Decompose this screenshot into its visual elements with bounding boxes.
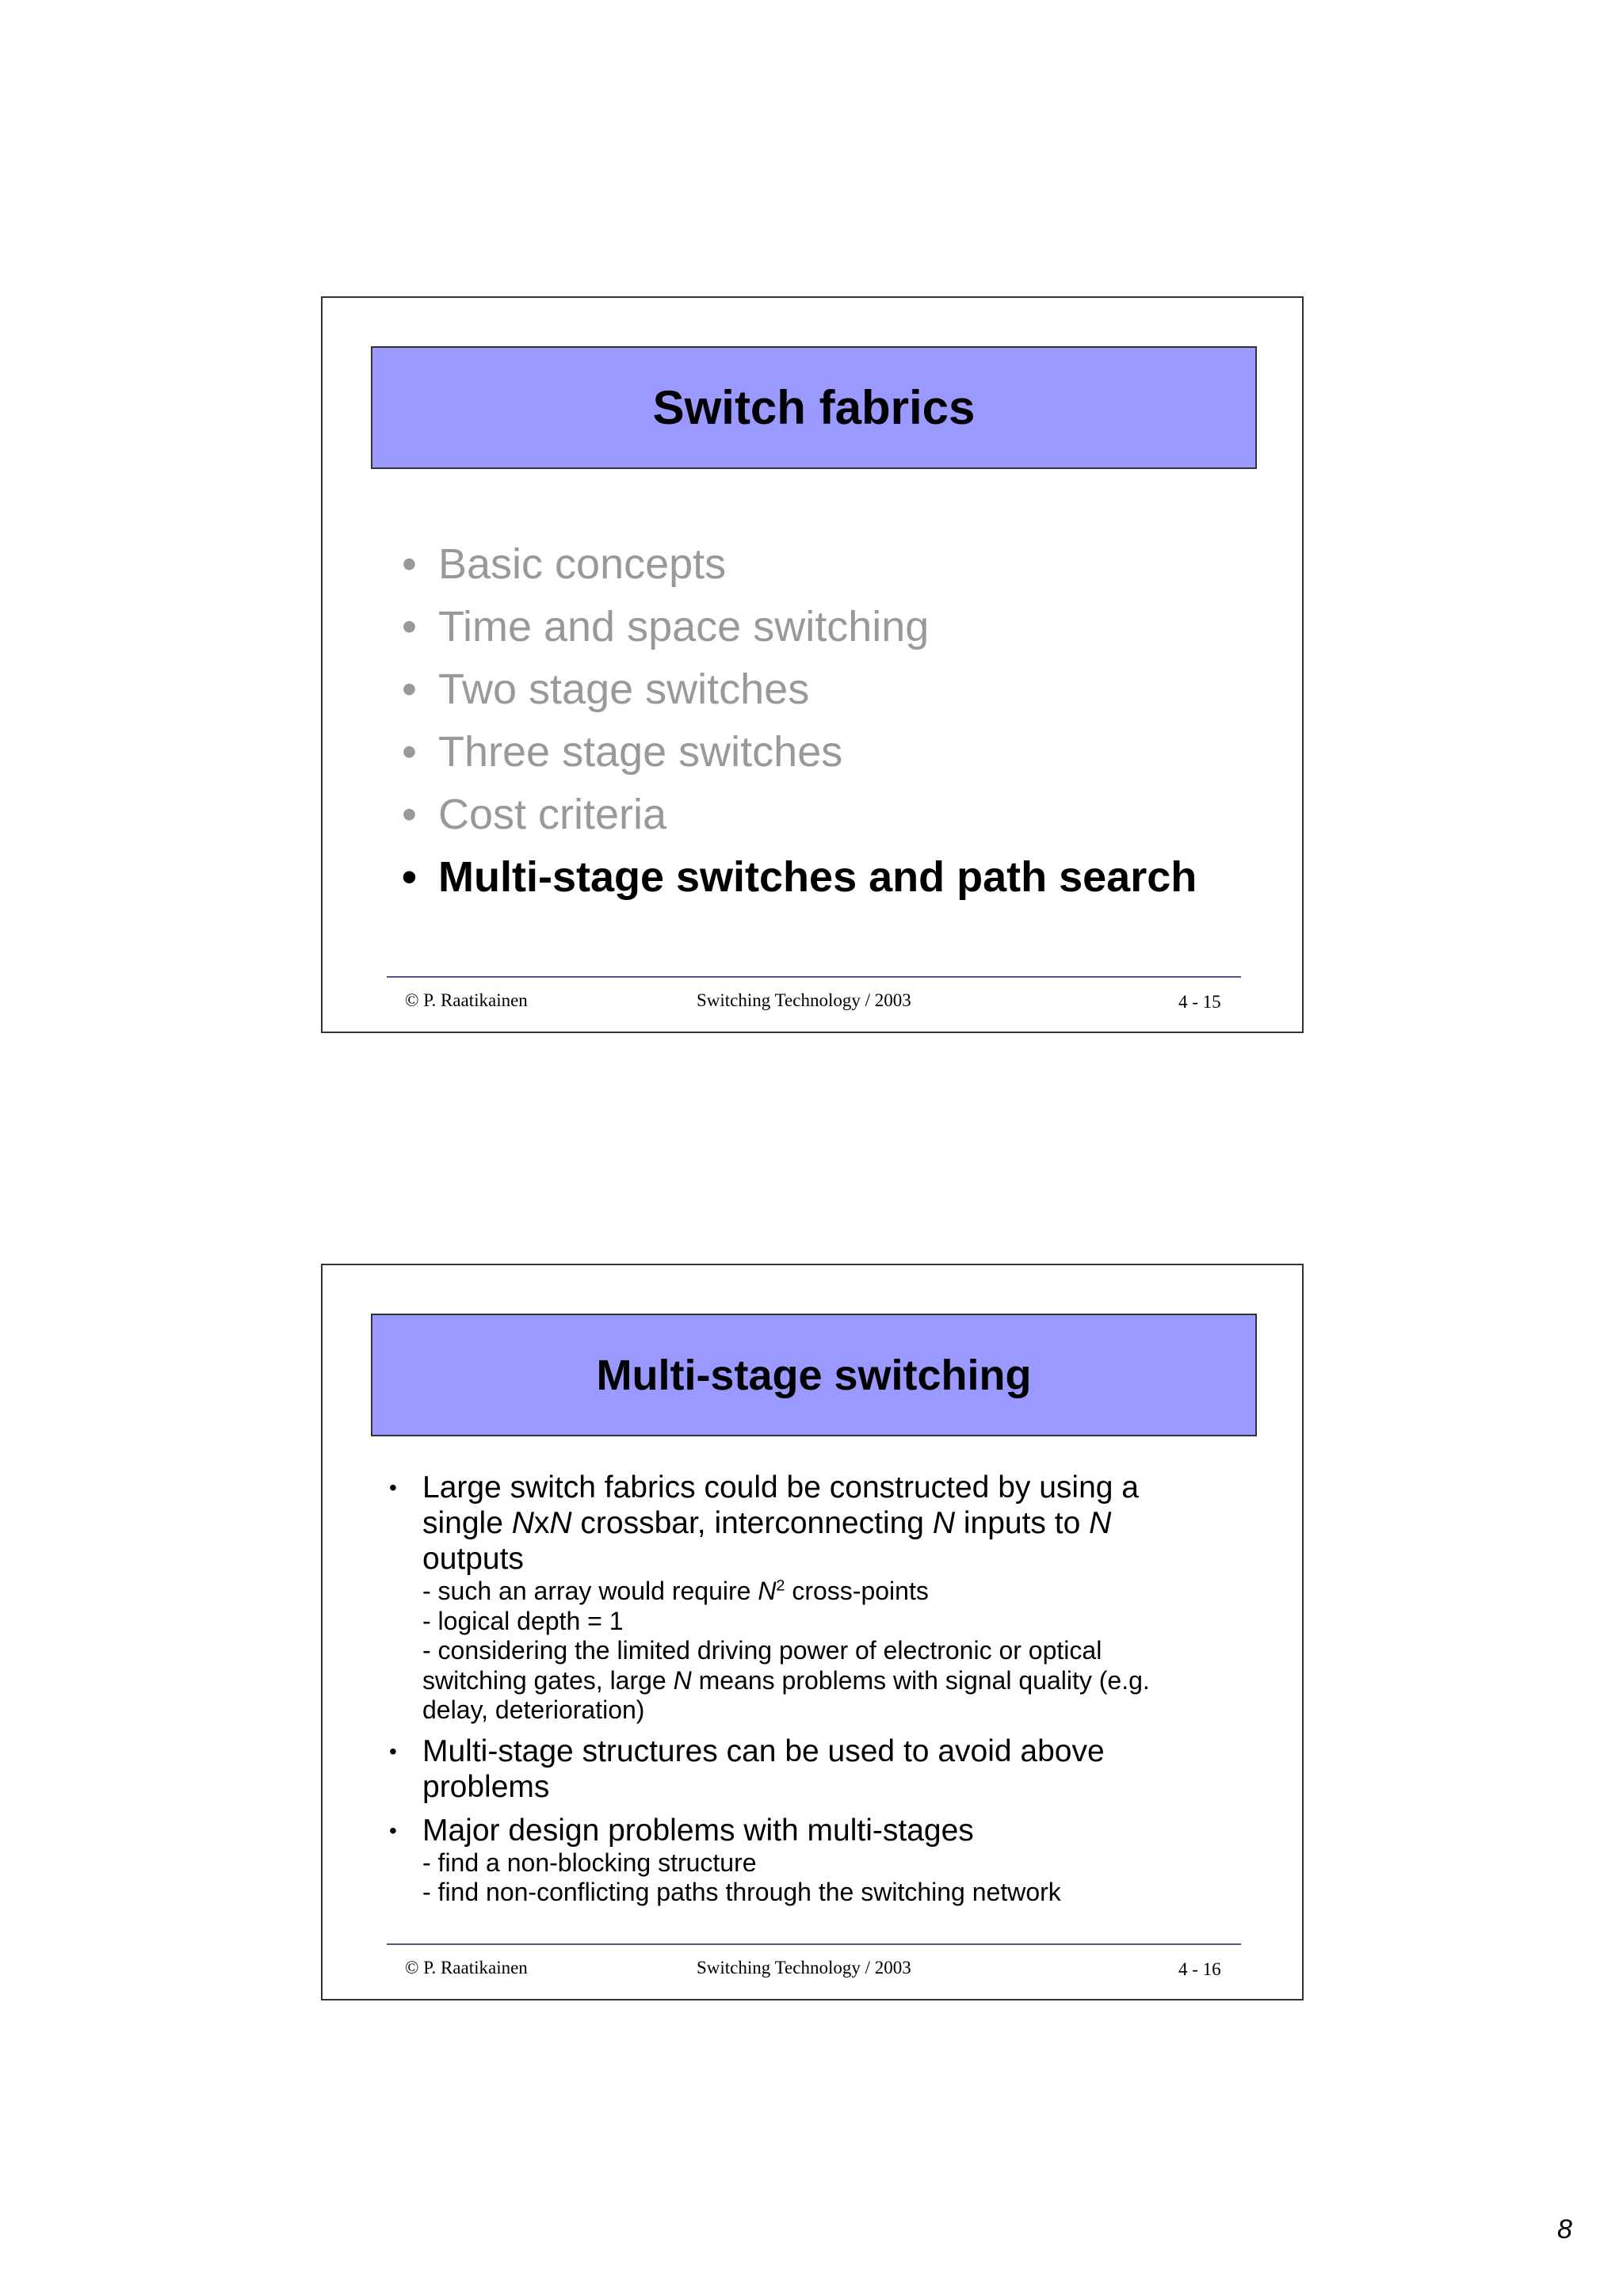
bullet-text: Multi-stage structures can be used to avoid above <box>422 1733 1105 1768</box>
text-run: switching gates, large <box>422 1665 674 1695</box>
text-run: - such an array would require <box>422 1577 758 1605</box>
superscript: 2 <box>776 1577 785 1595</box>
topic-item <box>402 658 1197 721</box>
text-run: x <box>533 1506 550 1540</box>
topic-text: Three stage switches <box>438 728 843 776</box>
math-var: N <box>1089 1506 1112 1540</box>
bullet-text: Large switch fabrics could be constructed by using a <box>422 1470 1139 1505</box>
topic-item <box>402 721 1197 784</box>
sub-point: - logical depth = 1 <box>422 1606 624 1635</box>
bullet-point <box>386 1733 1258 1805</box>
sub-point: - find non-conflicting paths through the switching network <box>422 1878 1061 1906</box>
topic-text: Time and space switching <box>438 603 930 650</box>
footer-course: Switching Technology / 2003 <box>697 1958 911 1978</box>
topic-text: Cost criteria <box>438 791 667 838</box>
footer-author: © P. Raatikainen <box>405 1958 528 1978</box>
slide-title-box <box>371 1314 1257 1436</box>
bullet-point <box>386 1470 1258 1577</box>
slide-4-15 <box>321 296 1304 1033</box>
sub-point: - find a non-blocking structure <box>422 1848 757 1877</box>
text-run: inputs to <box>955 1506 1090 1540</box>
text-run: single <box>422 1506 512 1540</box>
sub-point <box>386 1577 1258 1607</box>
topic-item-current <box>402 846 1197 909</box>
sub-point-cont: delay, deterioration) <box>422 1695 645 1724</box>
footer-slide-number: 4 - 16 <box>1178 1959 1221 1979</box>
topic-text: Two stage switches <box>438 666 810 713</box>
footer-divider <box>387 1943 1241 1945</box>
bullet-icon: • <box>402 791 417 838</box>
slide-title: Switch fabrics <box>652 381 976 434</box>
sub-point-cont <box>386 1666 1258 1696</box>
bullet-icon: • <box>402 666 417 713</box>
topic-item <box>402 533 1197 596</box>
bullet-icon: • <box>402 728 417 776</box>
bullet-text <box>422 1505 1258 1541</box>
bullet-point <box>386 1813 1258 1848</box>
math-var: N <box>549 1506 572 1540</box>
slide-title: Multi-stage switching <box>596 1351 1032 1399</box>
footer-author: © P. Raatikainen <box>405 990 528 1010</box>
math-var: N <box>932 1506 955 1540</box>
bullet-text: outputs <box>422 1542 524 1576</box>
bullet-icon: • <box>389 1738 397 1764</box>
topic-list <box>402 533 1197 909</box>
footer-course: Switching Technology / 2003 <box>697 990 911 1010</box>
topic-text: Basic concepts <box>438 540 727 588</box>
slide-body <box>386 1470 1258 1908</box>
footer-divider <box>387 976 1241 978</box>
footer-slide-number: 4 - 15 <box>1178 992 1221 1012</box>
slide-title-box <box>371 346 1257 469</box>
bullet-icon: • <box>402 853 417 901</box>
text-run: crossbar, interconnecting <box>571 1506 933 1540</box>
text-run: means problems with signal quality (e.g. <box>691 1665 1150 1695</box>
bullet-text: problems <box>422 1769 550 1804</box>
topic-item <box>402 596 1197 658</box>
page-number: 8 <box>1557 2214 1572 2245</box>
bullet-text: Major design problems with multi-stages <box>422 1813 974 1848</box>
bullet-icon: • <box>389 1817 397 1843</box>
bullet-icon: • <box>389 1475 397 1500</box>
text-run: cross-points <box>785 1577 929 1605</box>
slide-4-16 <box>321 1264 1304 2000</box>
bullet-icon: • <box>402 603 417 650</box>
sub-point: - considering the limited driving power of electronic or optical <box>422 1636 1102 1665</box>
math-var: N <box>511 1506 534 1540</box>
topic-text: Multi-stage switches and path search <box>438 853 1197 901</box>
math-var: N <box>673 1665 692 1695</box>
math-var: N <box>758 1577 777 1605</box>
topic-item <box>402 784 1197 846</box>
bullet-icon: • <box>402 540 417 588</box>
